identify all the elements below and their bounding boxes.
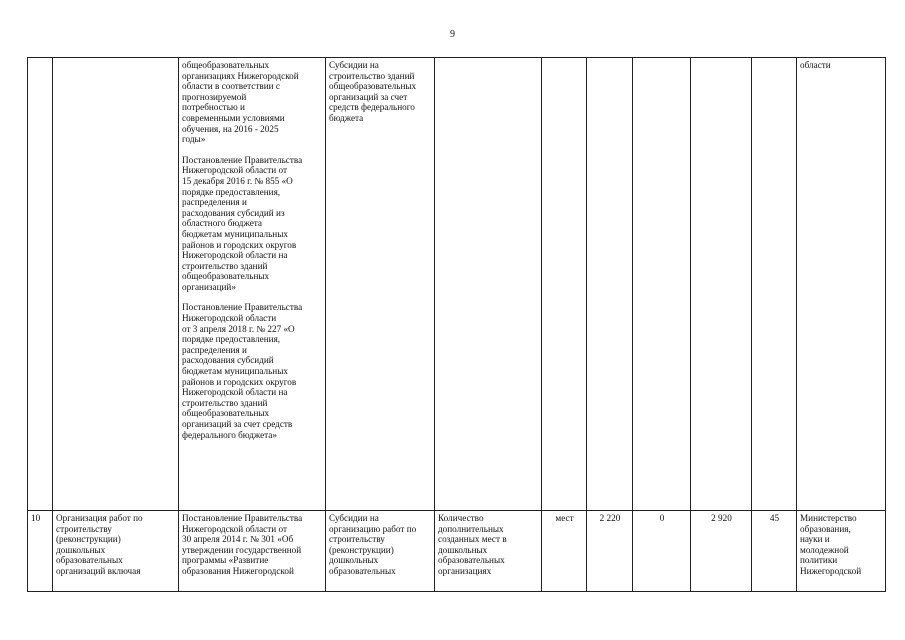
- cell-value-2: [633, 58, 691, 511]
- cell-value-1: [587, 58, 633, 511]
- cell-value-4: [752, 58, 797, 511]
- cell-value-1: 2 220: [587, 511, 633, 592]
- cell-subsidy: Субсидии на организацию работ по строительству (реконструкции) дошкольных образовательных: [326, 511, 435, 592]
- cell-responsible: Министерство образования, науки и молодежной политики Нижегородской: [797, 511, 886, 592]
- legal-basis-paragraph: Постановление Правительства Нижегородской области от 3 апреля 2018 г. № 227 «О порядке предоставления, распределения и расходования субсидий бюджетам муниципальных районов и городских округов Нижегородской области на строительство зданий общеобразовательных организаций за счет средств федерального бюджета»: [182, 302, 303, 440]
- cell-indicator: [435, 58, 542, 511]
- cell-activity: [53, 58, 179, 511]
- cell-value-3: [691, 58, 752, 511]
- program-table: [27, 57, 886, 592]
- cell-responsible: области: [797, 58, 886, 511]
- cell-indicator: Количество дополнительных созданных мест в дошкольных образовательных организациях: [435, 511, 542, 592]
- page-number: 9: [450, 29, 455, 40]
- cell-number: [28, 58, 53, 511]
- cell-value-4: 45: [752, 511, 797, 592]
- cell-legal-basis: Постановление Правительства Нижегородской области от 30 апреля 2014 г. № 301 «Об утверждении государственной программы «Развитие образования Нижегородской: [179, 511, 326, 592]
- table-row: [28, 58, 886, 511]
- legal-basis-paragraph: Постановление Правительства Нижегородской области от 15 декабря 2016 г. № 855 «О порядке предоставления, распределения и расходования субсидий из областного бюджета бюджетам муниципальных районов и городских округов Нижегородской области на строительство зданий общеобразовательных организаций»: [182, 154, 303, 292]
- cell-unit: [542, 58, 587, 511]
- table-row: [28, 511, 886, 592]
- cell-number: 10: [28, 511, 53, 592]
- cell-value-2: 0: [633, 511, 691, 592]
- legal-basis-paragraph: общеобразовательных организациях Нижегородской области в соответствии с прогнозируемой потребностью и современными условиями обучения, на 2016 - 2025 годы»: [182, 60, 299, 145]
- cell-unit: мест: [542, 511, 587, 592]
- cell-legal-basis: [179, 58, 326, 511]
- cell-subsidy: Субсидии на строительство зданий общеобразовательных организаций за счет средств федерального бюджета: [326, 58, 435, 511]
- cell-activity: Организация работ по строительству (реконструкции) дошкольных образовательных организаций включая: [53, 511, 179, 592]
- cell-value-3: 2 920: [691, 511, 752, 592]
